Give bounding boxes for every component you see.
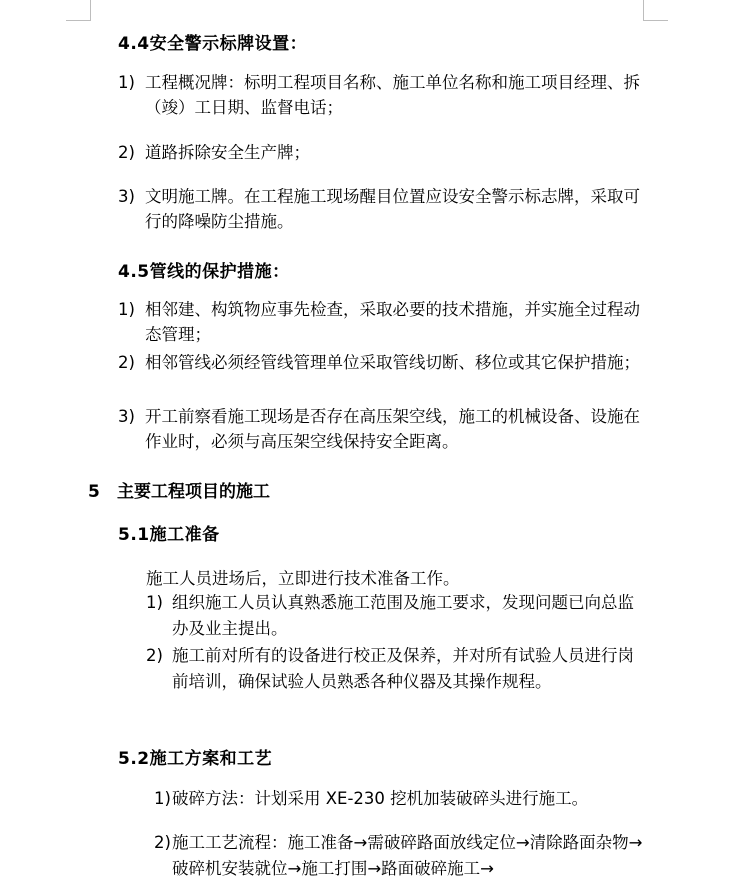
- list-item-text: 组织施工人员认真熟悉施工范围及施工要求，发现问题已向总监办及业主提出。: [172, 593, 634, 638]
- list-item-number: 2): [118, 143, 135, 162]
- list-item: [154, 786, 646, 812]
- list-item-text: 施工前对所有的设备进行校正及保养，并对所有试验人员进行岗前培训，确保试验人员熟悉各种仪器及其操作规程。: [172, 646, 634, 691]
- page-corner-mark-left: [66, 0, 91, 21]
- list-item: [118, 297, 646, 347]
- list-item-number: 3): [118, 407, 135, 426]
- list-item-text: 工程概况牌：标明工程项目名称、施工单位名称和施工项目经理、拆（竣）工日期、监督电话；: [145, 73, 640, 117]
- list-item: [118, 70, 646, 120]
- list-item-text: 道路拆除安全生产牌；: [145, 143, 310, 162]
- section-heading-5-1: 5.1施工准备: [118, 525, 220, 545]
- chapter-title: 主要工程项目的施工: [117, 482, 270, 502]
- list-item-text: 破碎方法：计划采用 XE-230 挖机加装破碎头进行施工。: [172, 789, 589, 808]
- list-item-number: 1): [118, 300, 135, 319]
- list-item: [154, 830, 646, 882]
- list-item-text: 开工前察看施工现场是否存在高压架空线，施工的机械设备、设施在作业时，必须与高压架空线保持安全距离。: [145, 407, 640, 451]
- list-item: [118, 184, 646, 234]
- list-item-number: 2): [146, 646, 163, 665]
- list-item-text: 相邻管线必须经管线管理单位采取管线切断、移位或其它保护措施；: [145, 353, 640, 372]
- list-item-number: 1): [146, 593, 163, 612]
- list-item: [118, 350, 646, 375]
- paragraph-intro: 施工人员进场后，立即进行技术准备工作。: [146, 569, 460, 588]
- list-item-number: 2): [118, 353, 135, 372]
- list-item-text: 相邻建、构筑物应事先检查，采取必要的技术措施，并实施全过程动态管理；: [145, 300, 640, 344]
- section-heading-5-2: 5.2施工方案和工艺: [118, 749, 273, 769]
- list-item-number: 2): [154, 833, 171, 852]
- list-item-text: 施工工艺流程：施工准备→需破碎路面放线定位→清除路面杂物→破碎机安装就位→施工打围→路面破碎施工→: [172, 833, 643, 878]
- section-heading-4-5: 4.5管线的保护措施：: [118, 262, 290, 282]
- list-item: [146, 590, 646, 642]
- list-item-text: 文明施工牌。在工程施工现场醒目位置应设安全警示标志牌，采取可行的降噪防尘措施。: [145, 187, 640, 231]
- list-item: [118, 140, 646, 165]
- chapter-number: 5: [88, 482, 100, 502]
- page-corner-mark-right: [643, 0, 668, 21]
- list-item-number: 3): [118, 187, 135, 206]
- list-item-number: 1): [118, 73, 135, 92]
- chapter-heading-5: [88, 477, 270, 502]
- list-item: [118, 404, 646, 454]
- section-heading-4-4: 4.4安全警示标牌设置：: [118, 34, 308, 54]
- list-item-number: 1): [154, 789, 171, 808]
- list-item: [146, 643, 646, 695]
